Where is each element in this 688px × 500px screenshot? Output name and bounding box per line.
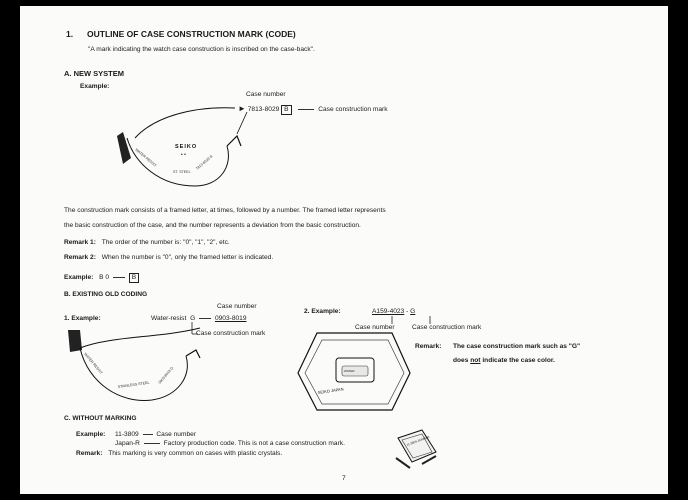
watch-b-right-text: 0903-8019 G <box>157 365 175 385</box>
watch-a-right-text: 7813-8029 B <box>195 154 214 171</box>
watch-a-pointer-line <box>237 112 247 134</box>
old-remark-not: not <box>470 357 481 364</box>
example-2-label: Example: <box>64 274 94 281</box>
row-1-code: 11-3809 <box>115 431 139 438</box>
watch-b-left-text: WATER RESIST <box>83 352 104 375</box>
watch-a-logo-mark: • • <box>181 152 186 158</box>
remark-2-label: Remark 2: <box>64 254 96 261</box>
without-remark-text: This marking is very common on cases with plastic crystals. <box>108 450 283 457</box>
old-coding-heading: B. EXISTING OLD CODING <box>64 291 148 298</box>
watch-b-caseback <box>80 348 187 400</box>
without-remark <box>76 450 282 457</box>
old-ex2-case-number-label: Case number <box>355 324 395 331</box>
row-2-leader <box>144 443 160 444</box>
watch-a-bottom-text: ST. STEEL <box>173 170 191 174</box>
old-ex1-line <box>151 315 247 322</box>
old-coding-caseback-illustration <box>60 328 220 413</box>
without-marking-example-label: Example: <box>76 431 106 438</box>
watch-c-water: WATER <box>344 369 355 373</box>
row-1-desc: Case number <box>156 431 196 438</box>
watch-a-lug <box>117 132 131 164</box>
watch-a-brand: SEIKO <box>175 144 198 150</box>
without-row-1 <box>115 431 196 438</box>
old-remark-pre: does <box>453 357 471 364</box>
old-mark-letter: G <box>190 315 196 322</box>
old-remark-post: indicate the case color. <box>480 357 555 364</box>
old-ex2-code-line: A159-4023 - G <box>372 308 416 315</box>
old-remark-label: Remark: <box>415 343 442 350</box>
watch-c-text: SEIKO JAPAN <box>317 386 344 395</box>
case-c-text: 11-3809 JAPAN-R <box>405 434 431 447</box>
water-resist-label: Water-resist <box>151 315 187 322</box>
old-case-number: 0903-8019 <box>214 315 247 322</box>
without-remark-label: Remark: <box>76 450 103 457</box>
without-marking-heading: C. WITHOUT MARKING <box>64 415 137 422</box>
new-system-example-label: Example: <box>80 83 110 90</box>
manual-page <box>20 6 668 494</box>
remark-2 <box>64 254 273 261</box>
old-remark-line-2 <box>453 357 555 364</box>
new-case-number: 7813-8029 <box>247 106 280 113</box>
watch-b-crown-lug <box>186 350 200 358</box>
example-2 <box>64 273 139 283</box>
new-case-number-line: ► 7813-8029 B Case construction mark <box>238 104 388 113</box>
example-2-leader <box>113 277 125 278</box>
remark-1 <box>64 239 230 246</box>
row-2-code: Japan-R <box>115 440 140 447</box>
new-mark-label: Case construction mark <box>318 106 388 113</box>
old-ex1-label: 1. Example: <box>64 315 101 322</box>
description-line-1: The construction mark consists of a framed letter, at times, followed by a number. The framed letter represents <box>64 207 386 214</box>
new-system-caseback-illustration <box>115 106 250 201</box>
old-mark-label: Case construction mark <box>196 330 266 337</box>
remark-1-label: Remark 1: <box>64 239 96 246</box>
old-ex2-letter: G <box>410 308 416 315</box>
page-number: 7 <box>342 475 346 482</box>
old-ex2-mark-label: Case construction mark <box>412 324 482 331</box>
example-2-mark: B <box>129 273 139 283</box>
leader-line <box>298 109 314 110</box>
watch-a-left-text: WATER RESIST <box>134 147 158 168</box>
old-ex2-caseback-illustration <box>292 328 417 416</box>
old-case-number-label: Case number <box>217 303 257 310</box>
intro-text: "A mark indicating the watch case construction is inscribed on the case-back". <box>88 46 315 53</box>
old-remark-line-1: The case construction mark such as "G" <box>453 343 581 350</box>
case-c-body <box>398 430 436 462</box>
new-framed-mark: B <box>281 105 291 115</box>
row-2-desc: Factory production code. This is not a case construction mark. <box>163 440 345 447</box>
page-title: OUTLINE OF CASE CONSTRUCTION MARK (CODE) <box>87 29 296 39</box>
without-row-2 <box>115 440 345 447</box>
watch-b-outer-arc <box>80 328 200 348</box>
row-1-leader <box>143 434 153 435</box>
description-line-2: the basic construction of the case, and the number represents a deviation from the basic construction. <box>64 222 361 229</box>
without-marking-case-illustration <box>392 428 440 470</box>
old-leader <box>199 318 211 319</box>
remark-2-text: When the number is "0", only the framed letter is indicated. <box>101 254 274 261</box>
watch-b-bottom-text: STAINLESS STEEL <box>117 380 150 389</box>
old-ex2-code: A159-4023 <box>372 308 405 315</box>
old-ex2-label: 2. Example: <box>304 308 341 315</box>
watch-a-crown-lug <box>227 136 241 146</box>
section-number: 1. <box>66 29 74 39</box>
remark-1-text: The order of the number is: "0", "1", "2", etc. <box>101 239 230 246</box>
new-case-number-label: Case number <box>246 91 286 98</box>
watch-a-outer-arc <box>135 108 235 138</box>
new-system-heading: A. NEW SYSTEM <box>64 69 125 78</box>
example-2-value: B 0 <box>99 274 110 281</box>
